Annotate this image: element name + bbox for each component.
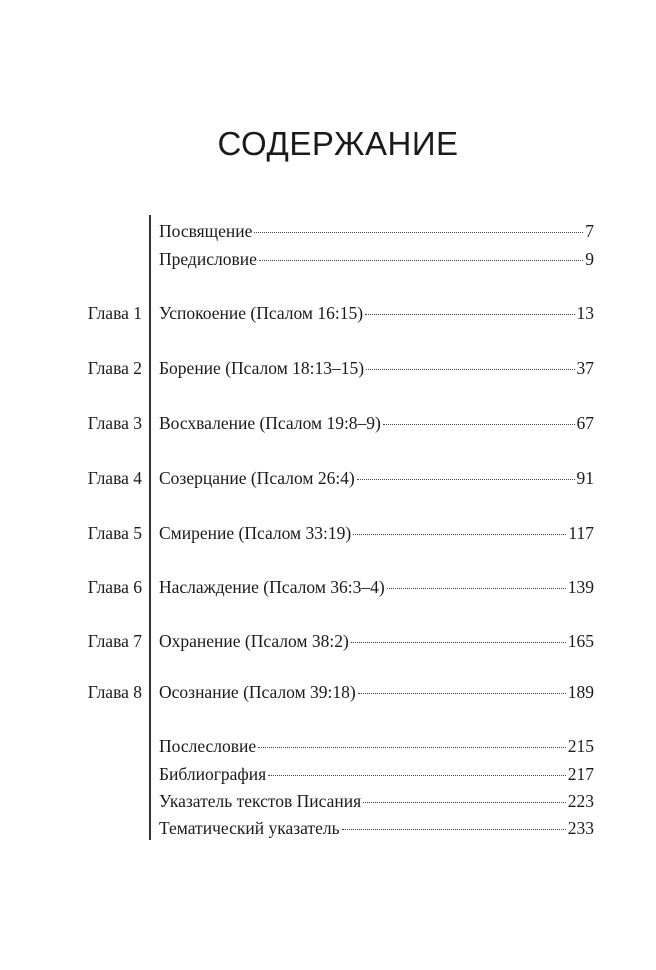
toc-entry-title: Указатель текстов Писания xyxy=(159,791,362,811)
chapter-label: Глава 1 xyxy=(87,303,142,323)
dot-leader xyxy=(254,232,583,233)
dot-leader xyxy=(387,588,566,589)
chapter-label: Глава 7 xyxy=(87,631,142,651)
chapter-label: Глава 6 xyxy=(87,577,142,597)
dot-leader xyxy=(353,534,566,535)
divider-line xyxy=(149,215,151,840)
toc-entry-title: Предисловие xyxy=(159,249,257,269)
toc-entry-page: 9 xyxy=(585,249,594,269)
toc-entry-title: Борение (Псалом 18:13–15) xyxy=(159,358,365,378)
toc-entry-title: Осознание (Псалом 39:18) xyxy=(159,682,356,702)
dot-leader xyxy=(258,747,566,748)
dot-leader xyxy=(259,260,583,261)
chapter-label: Глава 4 xyxy=(87,468,142,488)
toc-entry-afterword[interactable] xyxy=(159,733,594,759)
chapter-label: Глава 8 xyxy=(87,682,142,702)
toc-entry-title: Смирение (Псалом 33:19) xyxy=(159,523,352,543)
toc-entry-page: 37 xyxy=(576,358,594,378)
chapter-label: Глава 3 xyxy=(87,413,142,433)
toc-entry-title: Посвящение xyxy=(159,221,253,241)
chapter-label: Глава 2 xyxy=(87,358,142,378)
toc-entry-title: Охранение (Псалом 38:2) xyxy=(159,631,349,651)
chapter-label: Глава 5 xyxy=(87,523,142,543)
toc-entry-chapter-5[interactable] xyxy=(159,520,594,546)
toc-entry-subject-index[interactable] xyxy=(159,815,594,841)
toc-entry-dedication[interactable] xyxy=(159,218,594,244)
toc-entry-chapter-1[interactable] xyxy=(159,300,594,326)
toc-entry-chapter-8[interactable] xyxy=(159,679,594,705)
toc-entry-page: 67 xyxy=(576,413,594,433)
toc-entry-title: Библиография xyxy=(159,764,267,784)
toc-entry-page: 189 xyxy=(567,682,594,702)
toc-entry-page: 223 xyxy=(567,791,594,811)
toc-entry-chapter-6[interactable] xyxy=(159,574,594,600)
toc-entry-title: Тематический указатель xyxy=(159,818,340,838)
dot-leader xyxy=(365,314,574,315)
toc-entry-page: 215 xyxy=(567,736,594,756)
toc-entry-page: 165 xyxy=(567,631,594,651)
toc-entry-page: 139 xyxy=(567,577,594,597)
toc-entry-scripture-index[interactable] xyxy=(159,788,594,814)
dot-leader xyxy=(366,369,574,370)
toc-entry-page: 91 xyxy=(576,468,594,488)
toc-entry-page: 117 xyxy=(568,523,594,543)
dot-leader xyxy=(357,479,575,480)
toc-entry-title: Созерцание (Псалом 26:4) xyxy=(159,468,355,488)
toc-entry-chapter-4[interactable] xyxy=(159,465,594,491)
toc-entry-title: Успокоение (Псалом 16:15) xyxy=(159,303,364,323)
toc-entry-preface[interactable] xyxy=(159,246,594,272)
toc-entry-chapter-2[interactable] xyxy=(159,355,594,381)
toc-entry-page: 13 xyxy=(576,303,594,323)
toc-entry-page: 233 xyxy=(567,818,594,838)
dot-leader xyxy=(383,424,575,425)
toc-entry-chapter-3[interactable] xyxy=(159,410,594,436)
dot-leader xyxy=(358,693,566,694)
toc-entry-page: 7 xyxy=(585,221,594,241)
toc-entry-title: Наслаждение (Псалом 36:3–4) xyxy=(159,577,385,597)
dot-leader xyxy=(351,642,566,643)
page-title: СОДЕРЖАНИЕ xyxy=(217,125,459,162)
dot-leader xyxy=(363,802,566,803)
toc-entry-title: Послесловие xyxy=(159,736,257,756)
toc-entry-page: 217 xyxy=(567,764,594,784)
toc-entry-title: Восхваление (Псалом 19:8–9) xyxy=(159,413,381,433)
toc-entry-bibliography[interactable] xyxy=(159,761,594,787)
dot-leader xyxy=(342,829,566,830)
toc-entry-chapter-7[interactable] xyxy=(159,628,594,654)
dot-leader xyxy=(268,775,566,776)
